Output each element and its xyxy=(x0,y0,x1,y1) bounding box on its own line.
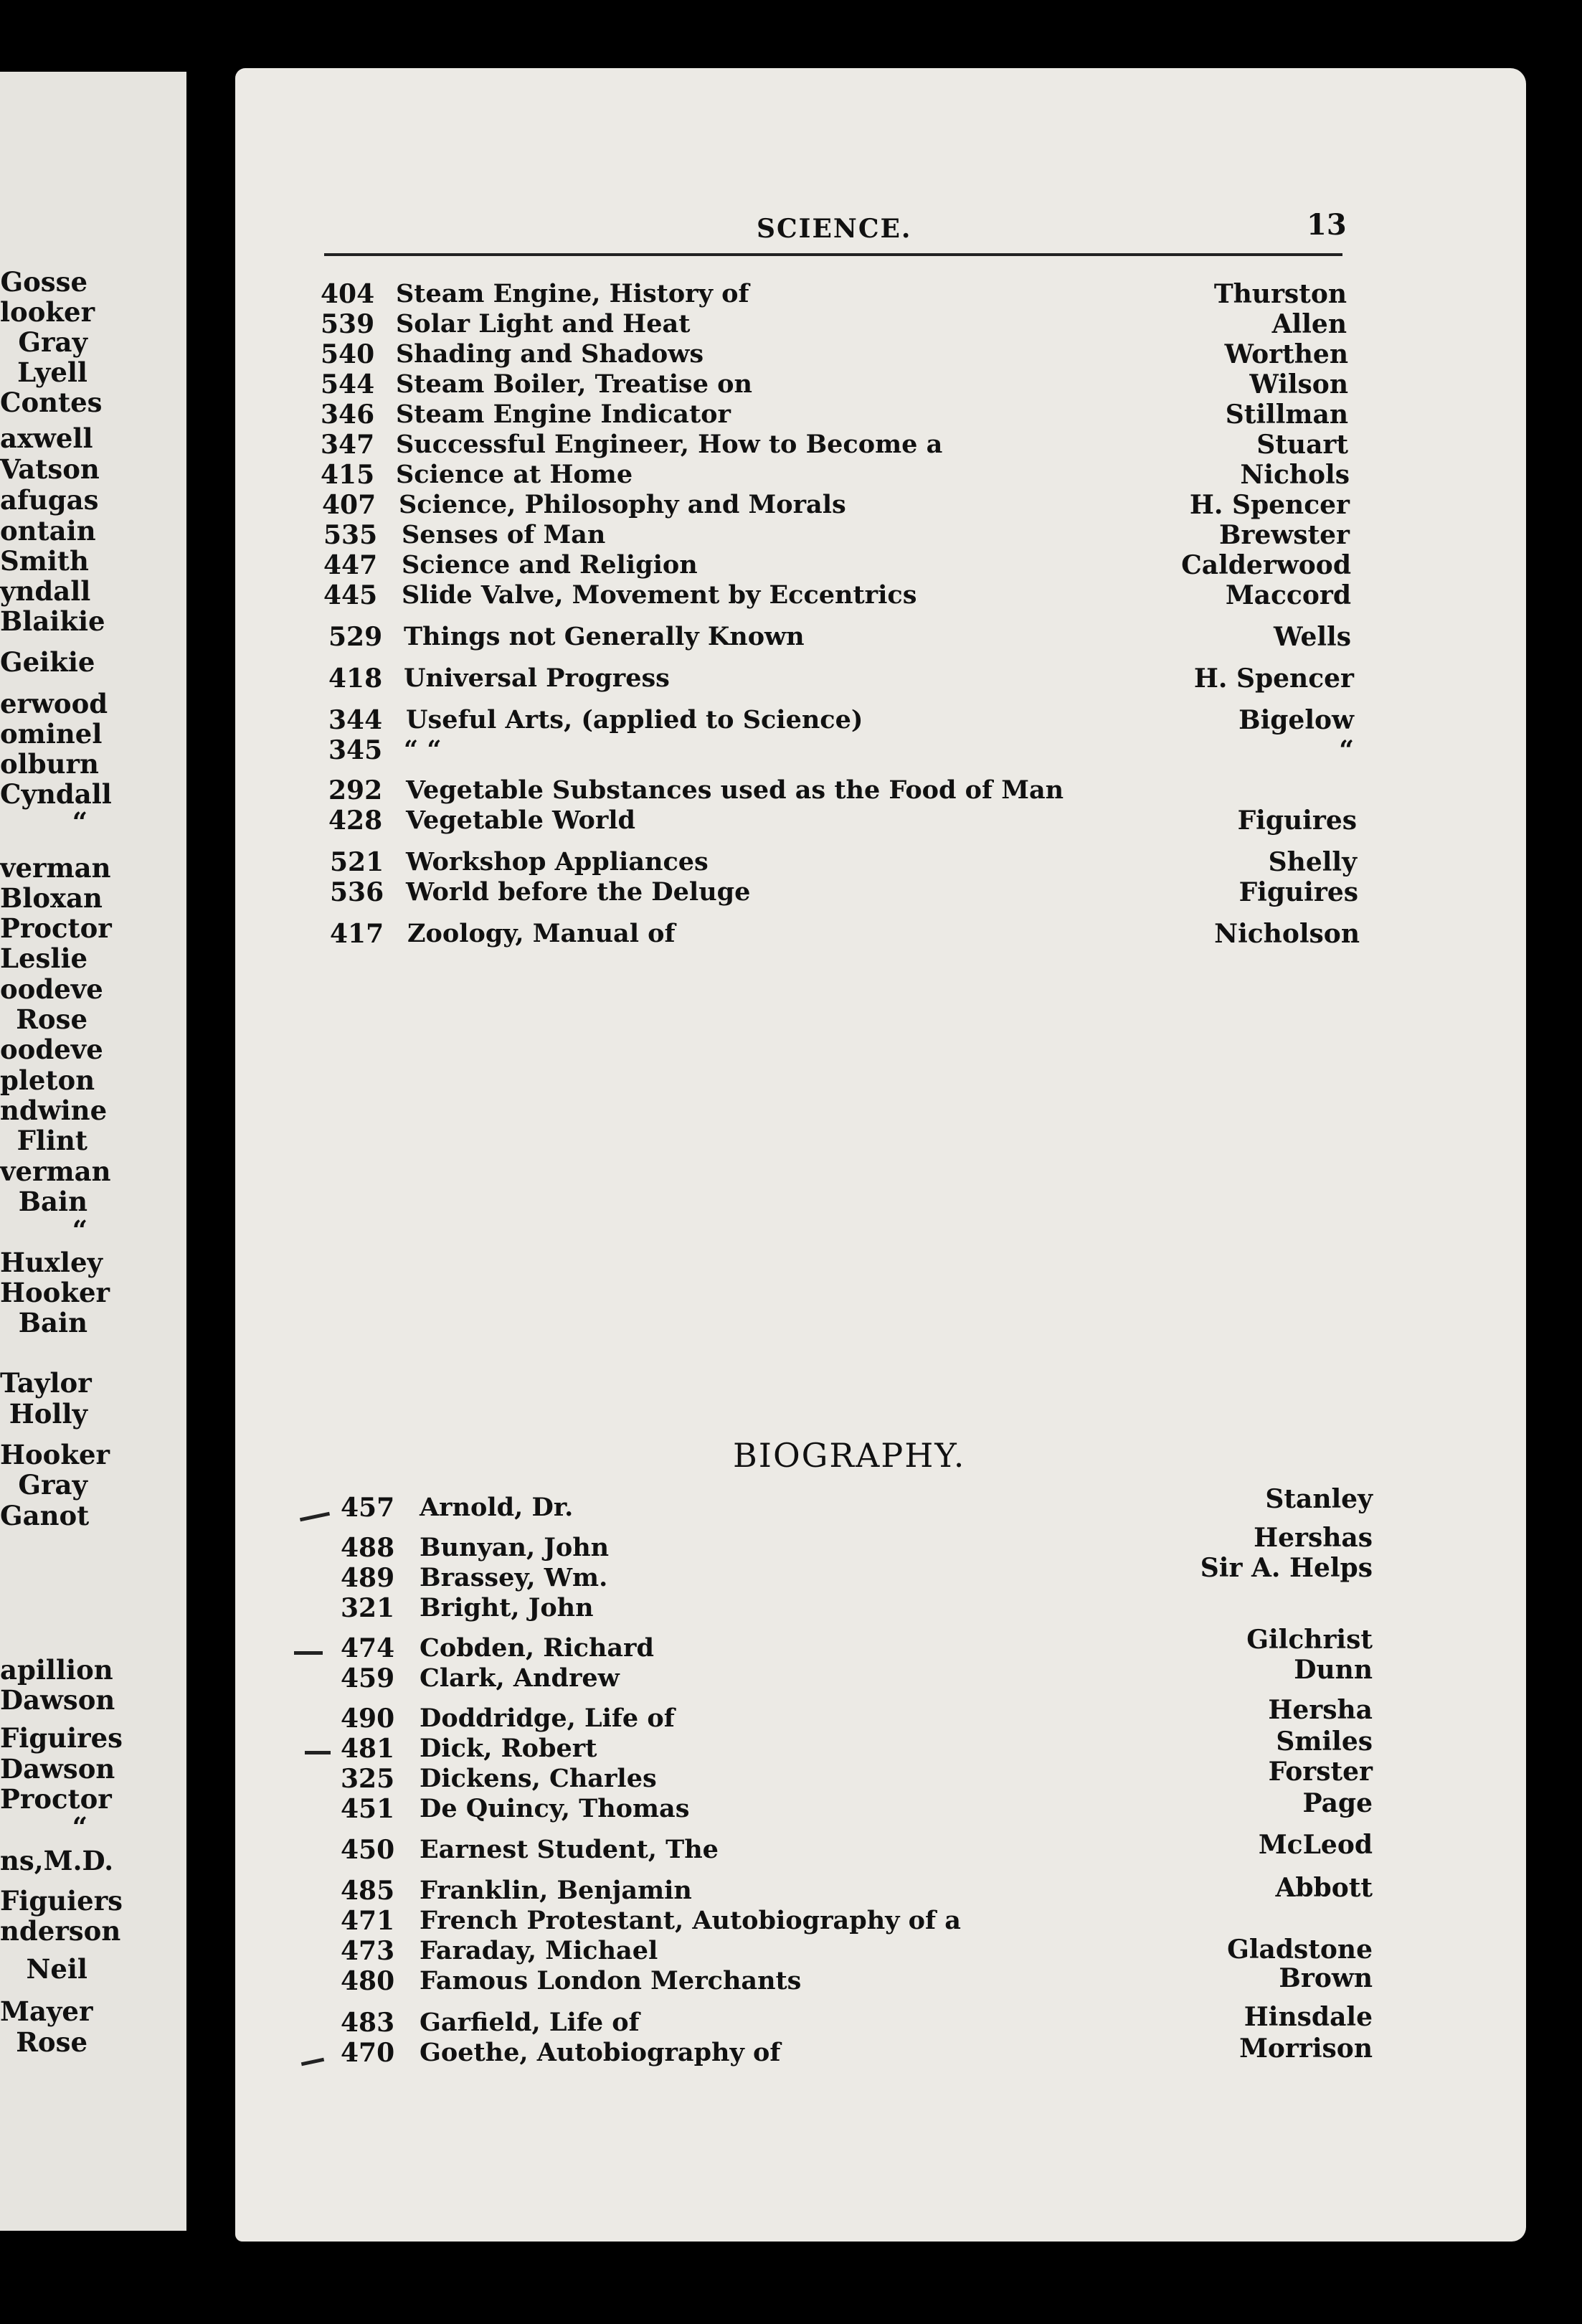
catalog-number: 544 xyxy=(321,369,375,400)
left-page-word: apillion xyxy=(0,1654,113,1686)
catalog-number: 536 xyxy=(330,877,384,907)
book-author: Shelly xyxy=(1268,847,1357,877)
book-author: Maccord xyxy=(1225,580,1351,610)
book-author: Figuires xyxy=(1237,806,1357,836)
catalog-number: 473 xyxy=(341,1936,395,1966)
left-page-word: nderson xyxy=(0,1915,121,1947)
left-page-word: Rose xyxy=(16,1003,87,1035)
book-author: Forster xyxy=(1268,1757,1373,1787)
book-author: “ xyxy=(1339,735,1354,765)
left-page-word: Bain xyxy=(18,1186,87,1217)
catalog-number: 535 xyxy=(323,520,378,550)
book-author: Hinsdale xyxy=(1244,2002,1373,2032)
left-page-word: Huxley xyxy=(0,1247,103,1278)
book-author: Calderwood xyxy=(1181,550,1351,580)
left-page-word: Rose xyxy=(16,2026,87,2058)
book-title: Steam Engine, History of xyxy=(396,279,749,308)
book-title: Successful Engineer, How to Become a xyxy=(396,430,943,459)
book-title: Faraday, Michael xyxy=(420,1936,658,1965)
catalog-number: 450 xyxy=(341,1835,395,1865)
catalog-number: 325 xyxy=(341,1764,395,1794)
catalog-number: 457 xyxy=(341,1493,395,1523)
book-author: Smiles xyxy=(1276,1727,1373,1757)
book-author: Wells xyxy=(1273,622,1351,652)
left-page-word: Cyndall xyxy=(0,778,112,810)
book-author: H. Spencer xyxy=(1193,663,1354,694)
header-rule xyxy=(324,253,1342,256)
left-page-word: Hooker xyxy=(0,1277,110,1308)
book-author: Nicholson xyxy=(1214,919,1360,949)
left-page-word: Proctor xyxy=(0,1783,112,1815)
catalog-number: 447 xyxy=(323,550,378,580)
book-title: Dick, Robert xyxy=(420,1734,597,1763)
catalog-number: 321 xyxy=(341,1593,395,1623)
left-page-word: Neil xyxy=(26,1953,87,1985)
book-title: Steam Boiler, Treatise on xyxy=(396,369,752,399)
book-author: Dunn xyxy=(1294,1655,1373,1685)
book-title: De Quincy, Thomas xyxy=(420,1794,690,1823)
book-author: Nichols xyxy=(1240,460,1350,490)
left-page-word: Dawson xyxy=(0,1753,115,1785)
catalog-number: 345 xyxy=(328,735,383,765)
book-title: Universal Progress xyxy=(404,663,670,693)
catalog-number: 471 xyxy=(341,1906,395,1936)
book-title: Dickens, Charles xyxy=(420,1764,657,1793)
left-page-word: Leslie xyxy=(0,943,88,974)
left-page-word: Taylor xyxy=(0,1367,92,1399)
left-page-word: ndwine xyxy=(0,1095,108,1126)
catalog-number: 489 xyxy=(341,1563,395,1593)
catalog-number: 404 xyxy=(321,279,375,309)
book-title: Famous London Merchants xyxy=(420,1966,802,1995)
catalog-number: 346 xyxy=(321,400,375,430)
book-author: Hershas xyxy=(1254,1523,1373,1553)
book-author: Wilson xyxy=(1249,369,1348,400)
book-author: Worthen xyxy=(1224,339,1348,369)
catalog-number: 344 xyxy=(328,705,383,735)
left-page-word: Ganot xyxy=(0,1500,90,1531)
left-page-word: olburn xyxy=(0,748,99,780)
catalog-number: 540 xyxy=(321,339,375,369)
book-author: Brown xyxy=(1279,1963,1373,1993)
catalog-number: 292 xyxy=(328,775,383,806)
book-title: Clark, Andrew xyxy=(420,1663,620,1693)
book-title: Zoology, Manual of xyxy=(407,919,676,948)
left-page-word: Geikie xyxy=(0,646,95,678)
catalog-number: 445 xyxy=(323,580,378,610)
catalog-number: 474 xyxy=(341,1633,395,1663)
book-title: Earnest Student, The xyxy=(420,1835,719,1864)
catalog-number: 488 xyxy=(341,1533,395,1563)
book-title: “ “ xyxy=(404,735,442,765)
left-page-word: Figuires xyxy=(0,1722,123,1754)
book-author: Stillman xyxy=(1225,400,1348,430)
book-author: Bigelow xyxy=(1238,705,1354,735)
left-page-word: “ xyxy=(72,806,87,838)
catalog-number: 451 xyxy=(341,1794,395,1824)
catalog-number: 428 xyxy=(328,806,383,836)
page-number: 13 xyxy=(1307,208,1347,242)
book-author: McLeod xyxy=(1258,1830,1373,1860)
book-title: Arnold, Dr. xyxy=(420,1493,574,1522)
catalog-number: 490 xyxy=(341,1704,395,1734)
margin-mark xyxy=(305,1751,331,1754)
left-page-word: “ xyxy=(72,1811,87,1843)
book-title: Bunyan, John xyxy=(420,1533,610,1562)
book-title: World before the Deluge xyxy=(406,877,751,907)
catalog-number: 483 xyxy=(341,2008,395,2038)
book-author: Morrison xyxy=(1239,2034,1373,2064)
left-page-word: oodeve xyxy=(0,1034,103,1065)
book-author: Page xyxy=(1302,1788,1373,1818)
book-title: Shading and Shadows xyxy=(396,339,704,369)
left-page-word: Dawson xyxy=(0,1684,115,1716)
catalog-number: 417 xyxy=(330,919,384,949)
left-page-word: ominel xyxy=(0,718,103,750)
left-page-word: Flint xyxy=(16,1125,87,1156)
book-title: Science at Home xyxy=(396,460,633,489)
left-page-word: Smith xyxy=(0,545,89,577)
left-page-word: Mayer xyxy=(0,1995,93,2027)
book-author: Hersha xyxy=(1268,1695,1373,1725)
book-title: Science, Philosophy and Morals xyxy=(399,490,846,519)
left-page-word: Proctor xyxy=(0,912,112,944)
book-title: Doddridge, Life of xyxy=(420,1704,675,1733)
book-title: Garfield, Life of xyxy=(420,2008,640,2037)
book-author: Stuart xyxy=(1256,430,1348,460)
book-title: Workshop Appliances xyxy=(406,847,709,877)
left-page-word: “ xyxy=(72,1214,87,1246)
book-author: Sir A. Helps xyxy=(1200,1553,1373,1583)
left-page-word: Figuiers xyxy=(0,1885,123,1917)
book-author: Allen xyxy=(1271,309,1347,339)
section-heading-biography: BIOGRAPHY. xyxy=(733,1436,966,1475)
left-page-word: Contes xyxy=(0,387,103,418)
margin-mark xyxy=(294,1651,323,1655)
book-title: Solar Light and Heat xyxy=(396,309,691,339)
left-page-word: oodeve xyxy=(0,973,103,1005)
book-title: Senses of Man xyxy=(402,520,606,549)
book-title: Brassey, Wm. xyxy=(420,1563,608,1592)
book-title: French Protestant, Autobiography of a xyxy=(420,1906,961,1935)
book-author: Stanley xyxy=(1265,1484,1373,1514)
catalog-number: 539 xyxy=(321,309,375,339)
page-gutter xyxy=(186,57,235,2267)
left-page-word: Bloxan xyxy=(0,882,103,914)
catalog-number: 481 xyxy=(341,1734,395,1764)
book-author: Thurston xyxy=(1213,279,1347,309)
book-author: Abbott xyxy=(1275,1873,1373,1903)
book-author: Figuires xyxy=(1238,877,1358,907)
catalog-number: 521 xyxy=(330,847,384,877)
left-page-word: ontain xyxy=(0,515,96,547)
book-title: Goethe, Autobiography of xyxy=(420,2038,781,2067)
catalog-number: 418 xyxy=(328,663,383,694)
left-page-word: erwood xyxy=(0,688,108,719)
catalog-number: 470 xyxy=(341,2038,395,2068)
left-page-word: ns,M.D. xyxy=(0,1845,114,1876)
book-title: Slide Valve, Movement by Eccentrics xyxy=(402,580,917,610)
catalog-number: 415 xyxy=(321,460,375,490)
left-page-word: Holly xyxy=(9,1398,87,1430)
left-page-word: Vatson xyxy=(0,453,100,485)
book-author: Gladstone xyxy=(1227,1935,1373,1965)
book-title: Things not Generally Known xyxy=(404,622,805,651)
left-page-word: axwell xyxy=(0,422,93,454)
book-title: Science and Religion xyxy=(402,550,698,580)
catalog-number: 485 xyxy=(341,1876,395,1906)
book-title: Bright, John xyxy=(420,1593,594,1622)
book-author: Gilchrist xyxy=(1246,1625,1373,1655)
left-page-word: afugas xyxy=(0,484,99,516)
catalog-number: 459 xyxy=(341,1663,395,1694)
catalog-number: 347 xyxy=(321,430,375,460)
book-author: H. Spencer xyxy=(1189,490,1350,520)
catalog-number: 480 xyxy=(341,1966,395,1996)
left-page-word: verman xyxy=(0,852,111,884)
book-title: Useful Arts, (applied to Science) xyxy=(406,705,863,734)
book-title: Vegetable Substances used as the Food of Man xyxy=(406,775,1064,805)
left-page-word: Hooker xyxy=(0,1439,110,1470)
book-title: Steam Engine Indicator xyxy=(396,400,731,429)
left-page-word: yndall xyxy=(0,575,91,607)
left-page-word: looker xyxy=(0,296,95,328)
left-page-word: Gosse xyxy=(0,266,87,298)
book-title: Vegetable World xyxy=(406,806,636,835)
left-page-word: verman xyxy=(0,1156,111,1187)
book-author: Brewster xyxy=(1218,520,1350,550)
book-title: Cobden, Richard xyxy=(420,1633,654,1663)
left-page-word: Lyell xyxy=(17,356,87,388)
catalog-number: 407 xyxy=(322,490,376,520)
left-page-word: Gray xyxy=(18,326,87,358)
page-title: SCIENCE. xyxy=(757,214,912,244)
left-page-word: Gray xyxy=(18,1469,87,1501)
book-title: Franklin, Benjamin xyxy=(420,1876,692,1905)
left-page-word: Bain xyxy=(18,1307,87,1338)
catalog-number: 529 xyxy=(328,622,383,652)
left-page-word: pleton xyxy=(0,1064,95,1096)
left-page-word: Blaikie xyxy=(0,605,105,637)
